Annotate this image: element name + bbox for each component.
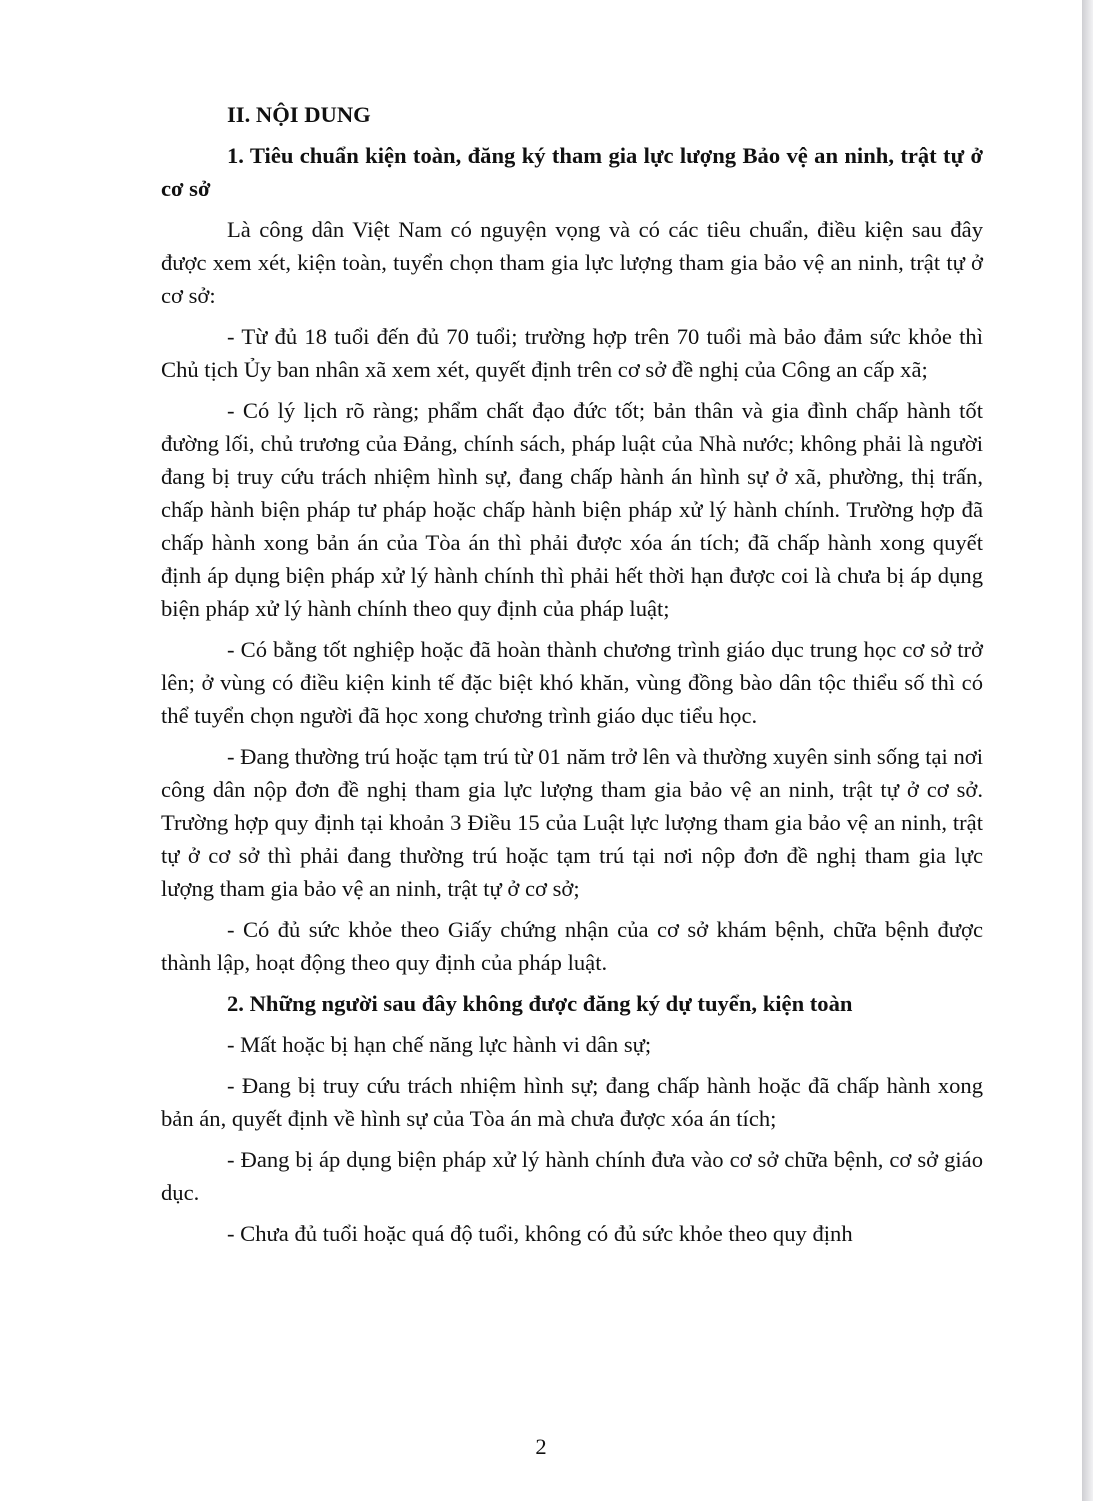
- paragraph-administrative: - Đang bị áp dụng biện pháp xử lý hành chính đưa vào cơ sở chữa bệnh, cơ sở giáo dục.: [161, 1147, 983, 1205]
- heading-ineligible: 2. Những người sau đây không được đăng ký dự tuyển, kiện toàn: [227, 991, 853, 1016]
- paragraph-civil-capacity: - Mất hoặc bị hạn chế năng lực hành vi dân sự;: [227, 1032, 652, 1057]
- paragraph-age-health: - Chưa đủ tuổi hoặc quá độ tuổi, không có đủ sức khỏe theo quy định: [227, 1221, 853, 1246]
- paragraph-age: - Từ đủ 18 tuổi đến đủ 70 tuổi; trường hợp trên 70 tuổi mà bảo đảm sức khỏe thì Chủ tịch Ủy ban nhân xã xem xét, quyết định trên cơ sở đề nghị của Công an cấp xã;: [161, 324, 983, 382]
- section-title: II. NỘI DUNG: [227, 102, 371, 127]
- paragraph-criminal: - Đang bị truy cứu trách nhiệm hình sự; đang chấp hành hoặc đã chấp hành xong bản án, quyết định về hình sự của Tòa án mà chưa được xóa án tích;: [161, 1073, 983, 1131]
- paragraph-health: - Có đủ sức khỏe theo Giấy chứng nhận của cơ sở khám bệnh, chữa bệnh được thành lập, hoạt động theo quy định của pháp luật.: [161, 917, 983, 975]
- paragraph-background: - Có lý lịch rõ ràng; phẩm chất đạo đức tốt; bản thân và gia đình chấp hành tốt đường lối, chủ trương của Đảng, chính sách, pháp luật của Nhà nước; không phải là người đang bị truy cứu trách nhiệm hình sự, đang chấp hành án hình sự ở xã, phường, thị trấn, chấp hành biện pháp tư pháp hoặc chấp hành biện pháp xử lý hành chính. Trường hợp đã chấp hành xong bản án của Tòa án thì phải được xóa án tích; đã chấp hành xong quyết định áp dụng biện pháp xử lý hành chính thì phải hết thời hạn được coi là chưa bị áp dụng biện pháp xử lý hành chính theo quy định của pháp luật;: [161, 398, 983, 621]
- viewer-edge: [1082, 0, 1093, 1501]
- document-body: [161, 98, 983, 1258]
- heading-criteria: 1. Tiêu chuẩn kiện toàn, đăng ký tham gia lực lượng Bảo vệ an ninh, trật tự ở cơ sở: [161, 143, 983, 201]
- paragraph-residence: - Đang thường trú hoặc tạm trú từ 01 năm trở lên và thường xuyên sinh sống tại nơi công dân nộp đơn đề nghị tham gia lực lượng tham gia bảo vệ an ninh, trật tự ở cơ sở. Trường hợp quy định tại khoản 3 Điều 15 của Luật lực lượng tham gia bảo vệ an ninh, trật tự ở cơ sở thì phải đang thường trú hoặc tạm trú tại nơi nộp đơn đề nghị tham gia lực lượng tham gia bảo vệ an ninh, trật tự ở cơ sở;: [161, 744, 983, 901]
- paragraph-intro: Là công dân Việt Nam có nguyện vọng và có các tiêu chuẩn, điều kiện sau đây được xem xét, kiện toàn, tuyển chọn tham gia lực lượng tham gia bảo vệ an ninh, trật tự ở cơ sở:: [161, 217, 983, 308]
- page-number: 2: [535, 1434, 547, 1459]
- paragraph-education: - Có bằng tốt nghiệp hoặc đã hoàn thành chương trình giáo dục trung học cơ sở trở lên; ở vùng có điều kiện kinh tế đặc biệt khó khăn, vùng đồng bào dân tộc thiểu số thì có thể tuyển chọn người đã học xong chương trình giáo dục tiểu học.: [161, 637, 983, 728]
